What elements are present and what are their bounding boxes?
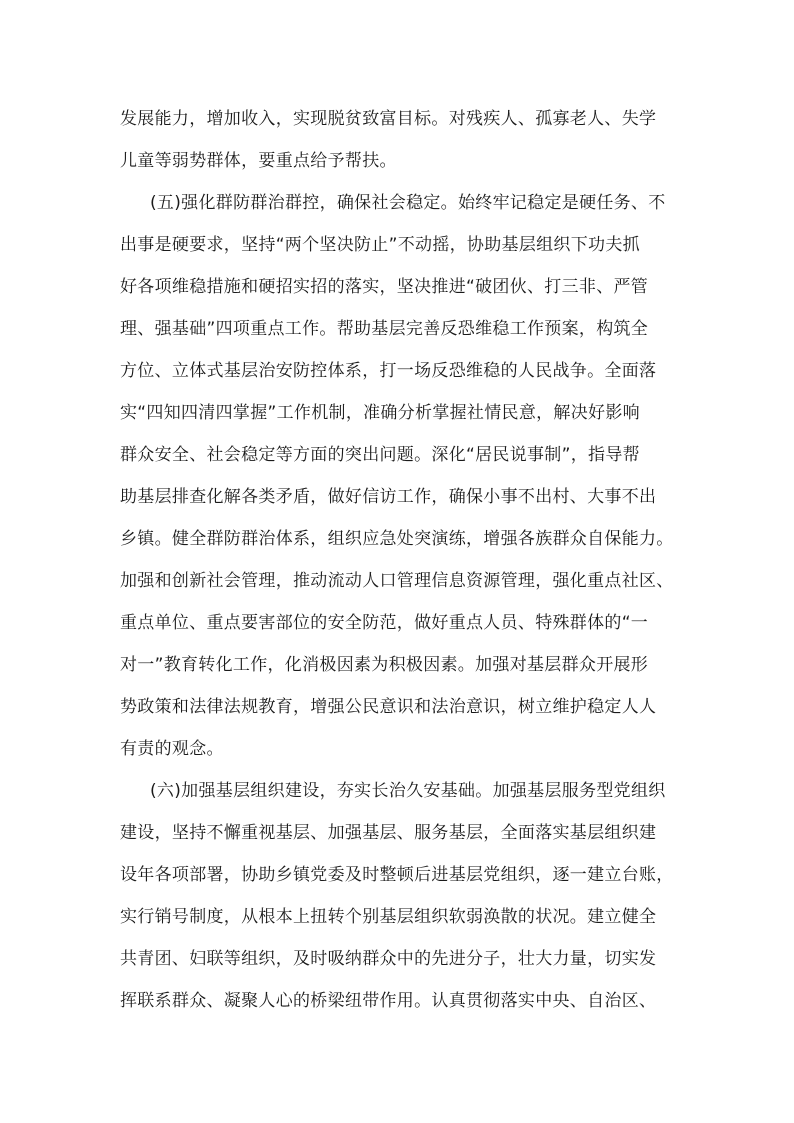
text-line: 理、强基础”四项重点工作。帮助基层完善反恐维稳工作预案，构筑全 [120, 319, 649, 339]
text-line: 势政策和法律法规教育，增强公民意识和法治意识，树立维护稳定人人 [120, 697, 657, 717]
text-line: 重点单位、重点要害部位的安全防范，做好重点人员、特殊群体的“一 [120, 613, 649, 633]
text-line: 有责的观念。 [120, 739, 224, 759]
text-line: 好各项维稳措施和硬招实招的落实，坚决推进“破团伙、打三非、严管 [120, 277, 649, 297]
text-line: 加强和创新社会管理，推动流动人口管理信息资源管理，强化重点社区、 [120, 571, 674, 591]
section-heading-line: (五)强化群防群治群控，确保社会稳定。始终牢记稳定是硬任务、不 [150, 193, 666, 213]
text-line: 实“四知四清四掌握”工作机制，准确分析掌握社情民意，解决好影响 [120, 403, 640, 423]
text-line: 设年各项部署，协助乡镇党委及时整顿后进基层党组织，逐一建立台账， [120, 865, 674, 885]
text-line: 出事是硬要求，坚持“两个坚决防止”不动摇，协助基层组织下功夫抓 [120, 235, 640, 255]
text-line: 乡镇。健全群防群治体系，组织应急处突演练，增强各族群众自保能力。 [120, 529, 674, 549]
text-line: 助基层排查化解各类矛盾，做好信访工作，确保小事不出村、大事不出 [120, 487, 657, 507]
text-line: 建设，坚持不懈重视基层、加强基层、服务基层，全面落实基层组织建 [120, 823, 657, 843]
text-line: 共青团、妇联等组织，及时吸纳群众中的先进分子，壮大力量，切实发 [120, 949, 657, 969]
text-line: 群众安全、社会稳定等方面的突出问题。深化“居民说事制”，指导帮 [120, 445, 640, 465]
text-line: 实行销号制度，从根本上扭转个别基层组织软弱涣散的状况。建立健全 [120, 907, 657, 927]
text-line: 方位、立体式基层治安防控体系，打一场反恐维稳的人民战争。全面落 [120, 361, 657, 381]
text-line: 儿童等弱势群体，要重点给予帮扶。 [120, 151, 397, 171]
section-heading-line: (六)加强基层组织建设，夯实长治久安基础。加强基层服务型党组织 [150, 781, 666, 801]
text-line: 挥联系群众、凝聚人心的桥梁纽带作用。认真贯彻落实中央、自治区、 [120, 991, 657, 1011]
text-line: 发展能力，增加收入，实现脱贫致富目标。对残疾人、孤寡老人、失学 [120, 109, 657, 129]
text-line: 对一”教育转化工作，化消极因素为积极因素。加强对基层群众开展形 [120, 655, 649, 675]
